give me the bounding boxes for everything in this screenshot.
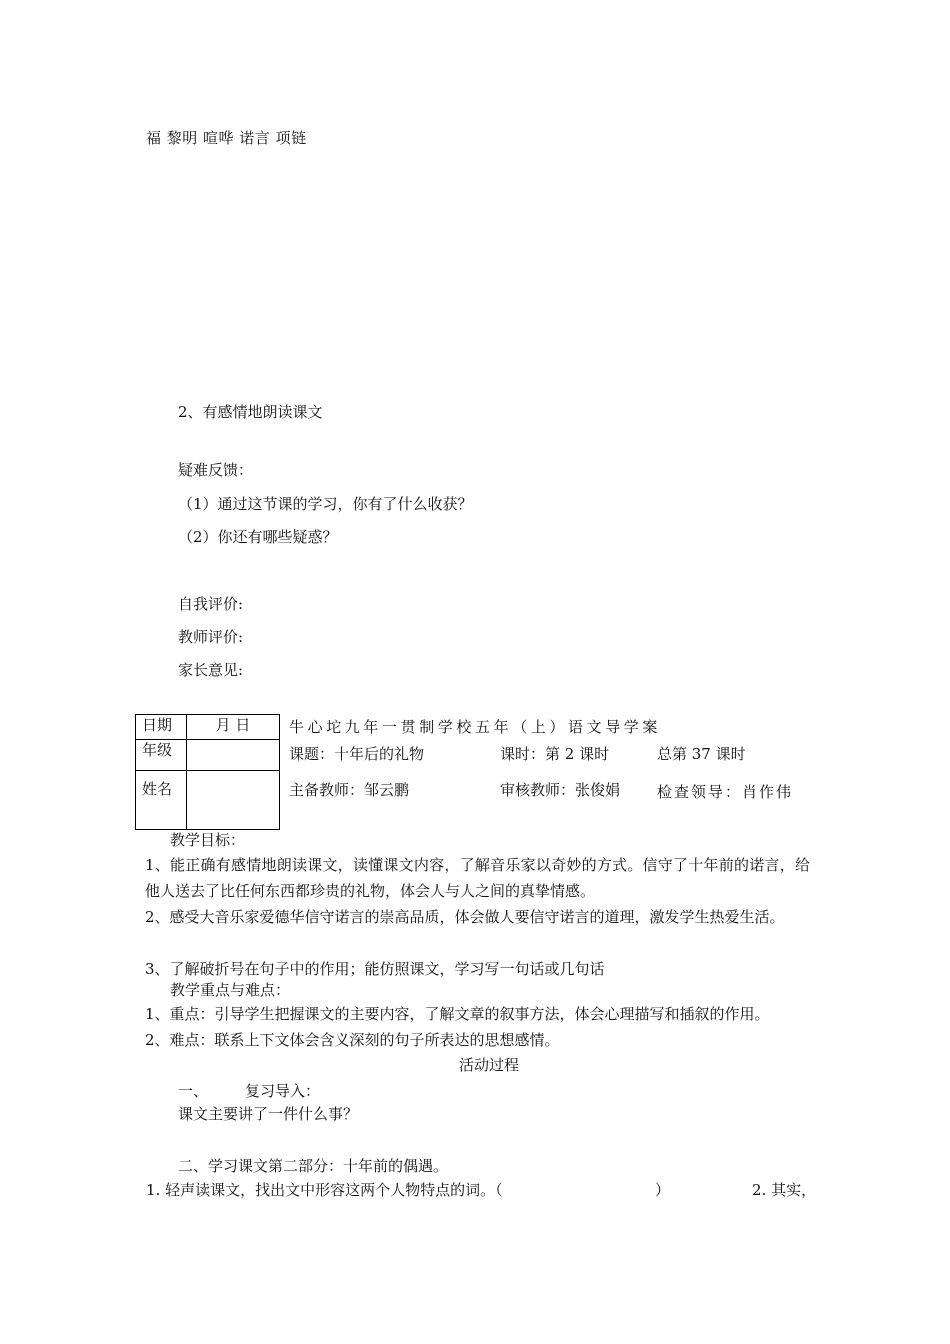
question-1: 1. 轻声读课文，找出文中形容这两个人物特点的词。（ bbox=[146, 1181, 503, 1199]
part1-number: 一、 bbox=[178, 1082, 209, 1100]
reviewer: 审核教师：张俊娟 bbox=[500, 781, 621, 799]
student-info-table bbox=[135, 714, 280, 830]
key-point-2: 2、难点：联系上下文体会含义深刻的句子所表达的思想感情。 bbox=[145, 1031, 560, 1049]
question-1-close: ） bbox=[655, 1181, 671, 1199]
part1-question: 课文主要讲了一件什么事？ bbox=[178, 1105, 359, 1123]
section-read-aloud: 2、有感情地朗读课文 bbox=[178, 403, 323, 421]
name-label: 姓名 bbox=[136, 771, 187, 830]
goal-3: 3、了解破折号在句子中的作用；能仿照课文，学习写一句话或几句话 bbox=[145, 960, 605, 978]
date-label: 日期 bbox=[136, 715, 187, 740]
lesson-period: 课时：第 2 课时 bbox=[500, 745, 610, 763]
lesson-topic: 课题：十年后的礼物 bbox=[289, 745, 425, 763]
date-field[interactable]: 月 日 bbox=[187, 715, 280, 740]
grade-field[interactable] bbox=[187, 740, 280, 771]
question-2: 2. 其实， bbox=[752, 1181, 817, 1199]
part1-title: 复习导入： bbox=[245, 1082, 321, 1100]
activity-heading: 活动过程 bbox=[459, 1056, 520, 1074]
key-point-1: 1、重点：引导学生把握课文的主要内容，了解文章的叙事方法，体会心理描写和插叙的作用。 bbox=[145, 1005, 770, 1023]
name-field[interactable] bbox=[187, 771, 280, 830]
vocabulary-words: 福 黎明 喧哗 诺言 项链 bbox=[146, 129, 307, 147]
document-title: 牛心坨九年一贯制学校五年（上）语文导学案 bbox=[289, 718, 662, 736]
teacher-evaluation-label: 教师评价: bbox=[178, 628, 244, 646]
self-evaluation-label: 自我评价: bbox=[178, 595, 244, 613]
checker: 检查领导：肖作伟 bbox=[657, 783, 794, 801]
feedback-question-1: （1）通过这节课的学习，你有了什么收获？ bbox=[178, 495, 473, 513]
total-periods: 总第 37 课时 bbox=[657, 745, 746, 763]
goal-1: 1、能正确有感情地朗读课文，读懂课文内容，了解音乐家以奇妙的方式。信守了十年前的诺言，给他人送去了比任何东西都珍贵的礼物，体会人与人之间的真挚情感。 bbox=[145, 856, 810, 900]
grade-label: 年级 bbox=[136, 740, 187, 771]
main-teacher: 主备教师：邹云鹏 bbox=[289, 781, 410, 799]
feedback-title: 疑难反馈： bbox=[178, 461, 254, 479]
feedback-question-2: （2）你还有哪些疑惑？ bbox=[178, 528, 338, 546]
key-points-heading: 教学重点与难点： bbox=[170, 981, 291, 999]
parent-opinion-label: 家长意见: bbox=[178, 661, 244, 679]
goals-heading: 教学目标： bbox=[170, 831, 246, 849]
goal-2: 2、感受大音乐家爱德华信守诺言的崇高品质，体会做人要信守诺言的道理，激发学生热爱生活。 bbox=[145, 908, 785, 926]
part2-title: 二、学习课文第二部分：十年前的偶遇。 bbox=[178, 1157, 449, 1175]
